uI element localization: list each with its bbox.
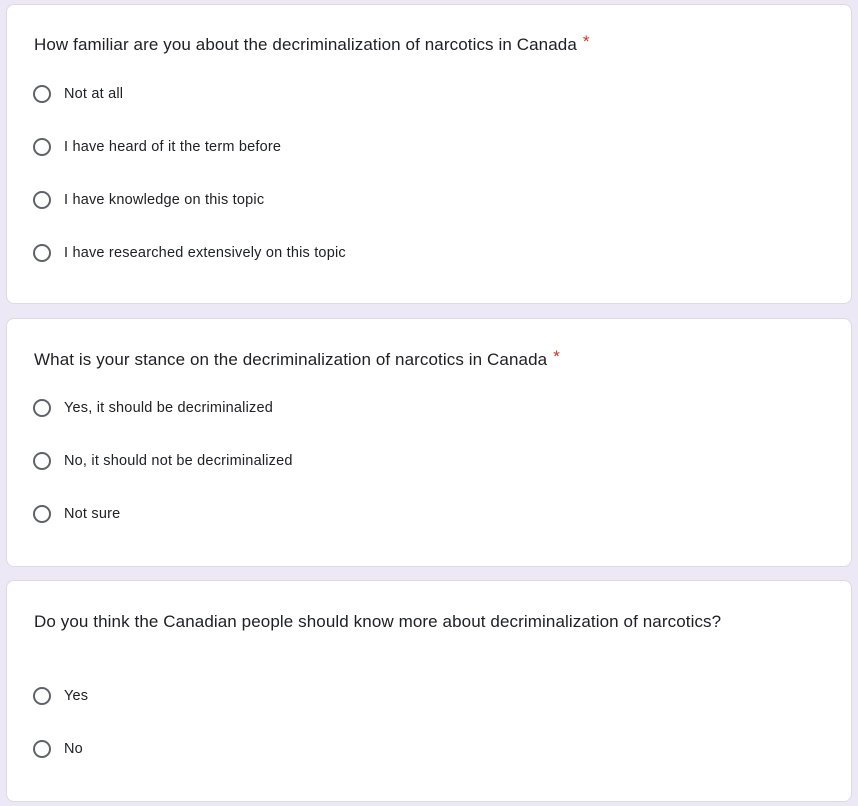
- question-card-familiarity: [6, 4, 852, 304]
- radio-option-yes[interactable]: [33, 684, 88, 708]
- option-label: Yes: [64, 688, 89, 704]
- option-label: No, it should not be decriminalized: [64, 453, 293, 469]
- radio-option-knowledge[interactable]: [33, 188, 264, 212]
- radio-circle-icon[interactable]: [33, 85, 51, 103]
- option-label: No: [64, 741, 83, 757]
- question-title-text: Do you think the Canadian people should know more about decriminalization of narcotics?: [34, 612, 722, 631]
- radio-option-not-at-all[interactable]: [33, 82, 123, 106]
- radio-circle-icon[interactable]: [33, 138, 51, 156]
- option-label: I have knowledge on this topic: [64, 192, 265, 208]
- option-label: Yes, it should be decriminalized: [64, 400, 273, 416]
- radio-circle-icon[interactable]: [33, 740, 51, 758]
- question-title-text: What is your stance on the decriminalization of narcotics in Canada: [34, 350, 548, 369]
- option-label: Not at all: [64, 86, 124, 102]
- radio-option-researched[interactable]: [33, 241, 346, 265]
- option-label: I have researched extensively on this topic: [64, 245, 346, 261]
- question-title-text: How familiar are you about the decriminalization of narcotics in Canada: [34, 35, 577, 54]
- question-title: [34, 347, 560, 370]
- option-label: Not sure: [64, 506, 121, 522]
- question-title: [34, 612, 721, 632]
- radio-circle-icon[interactable]: [33, 191, 51, 209]
- radio-option-not-sure[interactable]: [33, 502, 120, 526]
- radio-circle-icon[interactable]: [33, 399, 51, 417]
- required-asterisk: *: [582, 32, 590, 51]
- option-label: I have heard of it the term before: [64, 139, 282, 155]
- radio-option-no[interactable]: [33, 737, 83, 761]
- radio-circle-icon[interactable]: [33, 452, 51, 470]
- radio-option-no-not-decriminalized[interactable]: [33, 449, 293, 473]
- required-asterisk: *: [553, 347, 560, 366]
- radio-circle-icon[interactable]: [33, 244, 51, 262]
- radio-circle-icon[interactable]: [33, 687, 51, 705]
- question-card-stance: [6, 318, 852, 567]
- radio-option-heard-term[interactable]: [33, 135, 281, 159]
- radio-circle-icon[interactable]: [33, 505, 51, 523]
- question-title: [34, 32, 590, 55]
- radio-option-yes-decriminalized[interactable]: [33, 396, 273, 420]
- question-card-awareness: [6, 580, 852, 802]
